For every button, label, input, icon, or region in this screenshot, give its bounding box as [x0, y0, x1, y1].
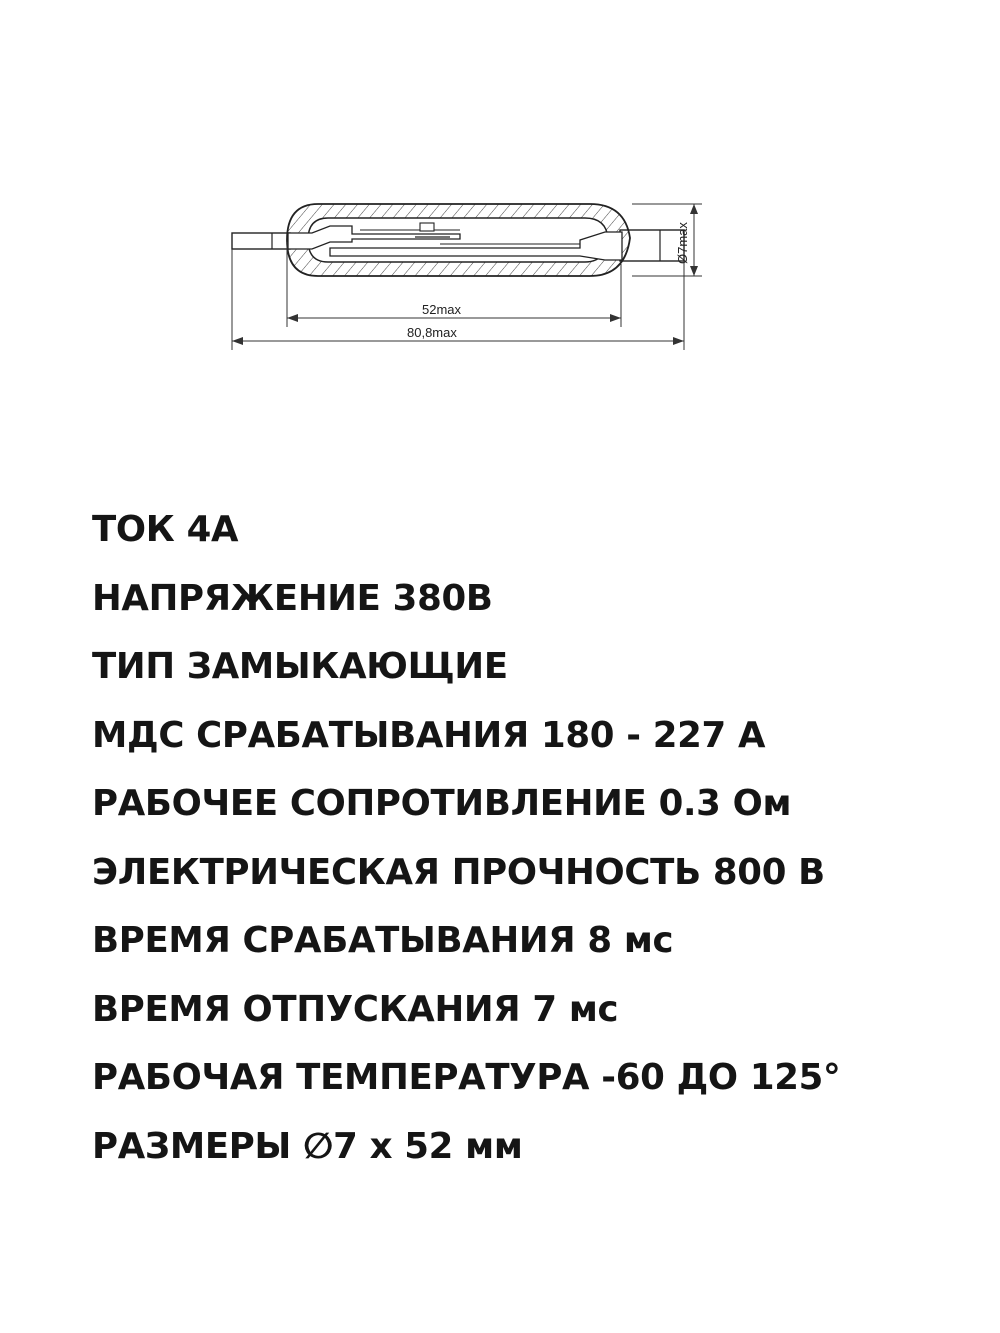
spec-operate-mmf: МДС СРАБАТЫВАНИЯ 180 - 227 А	[92, 714, 766, 756]
spec-voltage: НАПРЯЖЕНИЕ 380В	[92, 577, 493, 619]
diameter-label: Ø7max	[675, 222, 690, 264]
left-lead	[232, 233, 290, 249]
reed-switch-drawing	[0, 0, 1000, 420]
spec-dimensions: РАЗМЕРЫ ∅7 х 52 мм	[92, 1125, 523, 1167]
total-length-label: 80,8max	[407, 325, 457, 340]
spec-current: ТОК 4А	[92, 509, 239, 550]
spec-operate-time: ВРЕМЯ СРАБАТЫВАНИЯ 8 мс	[92, 920, 674, 961]
spec-dielectric-strength: ЭЛЕКТРИЧЕСКАЯ ПРОЧНОСТЬ 800 В	[92, 851, 825, 893]
spec-type: ТИП ЗАМЫКАЮЩИЕ	[92, 646, 508, 687]
spec-resistance: РАБОЧЕЕ СОПРОТИВЛЕНИЕ 0.3 Ом	[92, 783, 792, 824]
spec-temperature: РАБОЧАЯ ТЕМПЕРАТУРА -60 ДО 125°	[92, 1057, 841, 1098]
glass-length-dimension	[287, 302, 621, 322]
spec-release-time: ВРЕМЯ ОТПУСКАНИЯ 7 мс	[92, 988, 619, 1030]
total-length-dimension	[232, 325, 684, 345]
glass-length-label: 52max	[422, 302, 462, 317]
spec-list	[92, 509, 841, 1197]
